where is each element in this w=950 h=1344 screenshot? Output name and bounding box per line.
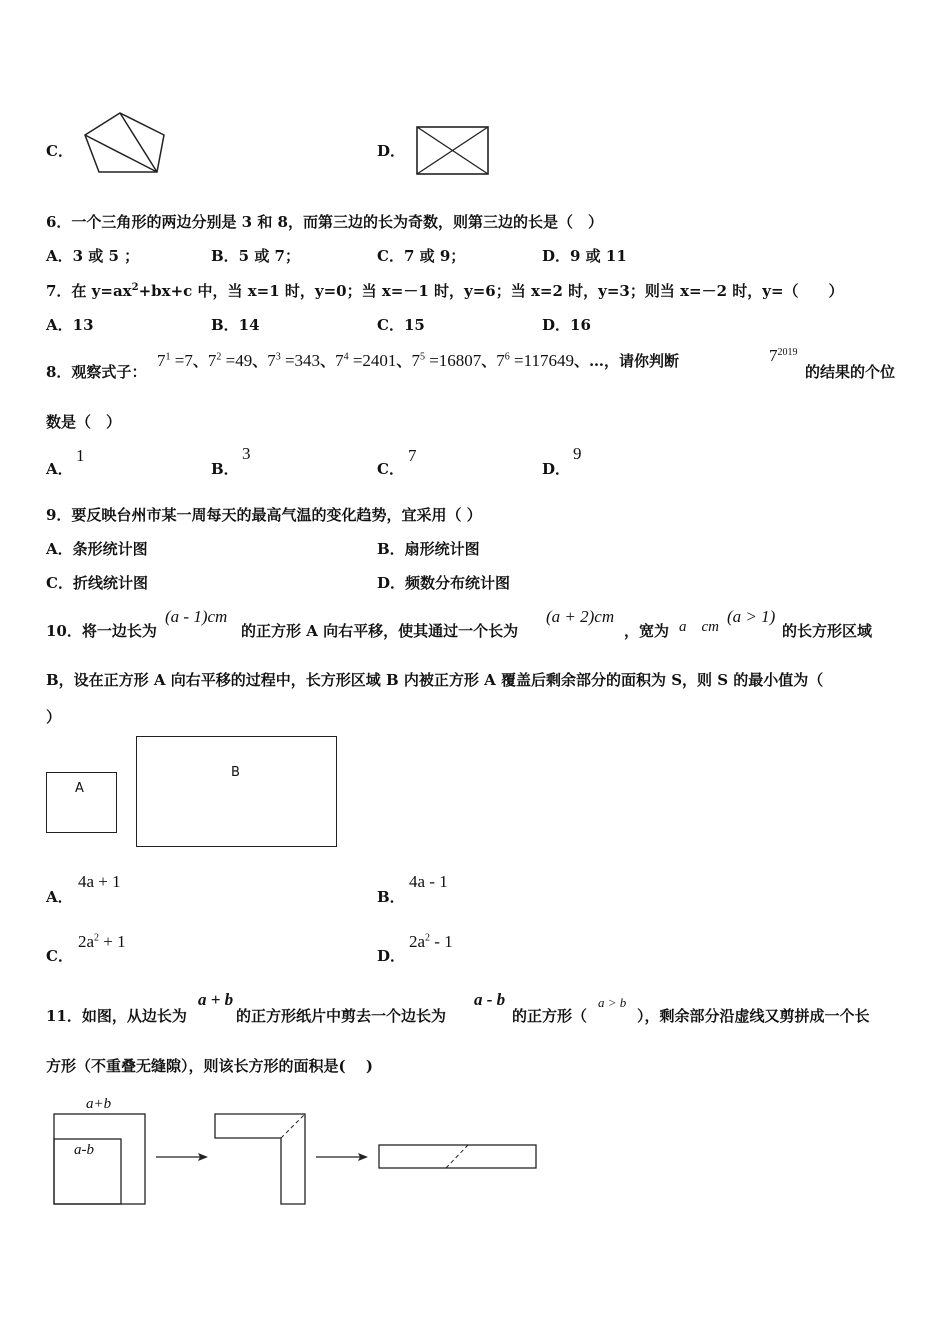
q8-option-a-label: A． [46, 460, 73, 478]
q9-stem: 9．要反映台州市某一周每天的最高气温的变化趋势，宜采用（ ） [46, 506, 482, 524]
q11-line2: 方形（不重叠无缝隙），则该长方形的面积是( ) [46, 1057, 373, 1075]
q5-option-c-label: C． [46, 142, 73, 160]
q9-option-d: D．频数分布统计图 [377, 574, 511, 592]
q7-option-b: B．14 [211, 316, 260, 334]
pentagon-figure [84, 112, 166, 174]
q7-option-a: A．13 [46, 316, 94, 334]
q8-target-power: $7^{2019}$ [769, 346, 798, 365]
q8-option-b-value: 3 [242, 444, 251, 463]
q11-text-2: 的正方形纸片中剪去一个边长为 [236, 1007, 447, 1025]
q11-figure [50, 1095, 550, 1210]
square-a [46, 772, 117, 833]
q10-line3: ） [46, 708, 62, 726]
q11-math-outer: a + b [198, 990, 234, 1009]
square-a-label: A [75, 781, 84, 796]
q10-option-a-label: A． [46, 888, 73, 906]
q10-text-4: 的长方形区域 [782, 622, 873, 640]
q8-line2: 数是（ ） [46, 413, 122, 431]
q8-option-d-label: D． [542, 460, 571, 478]
q11-outer-label: a+b [86, 1096, 112, 1112]
q8-option-b-label: B． [211, 460, 239, 478]
q10-option-c-value: $2a^2 + 1$ [78, 932, 126, 951]
q6-option-b: B．5 或 7； [211, 247, 300, 265]
q5-option-d-label: D． [377, 142, 406, 160]
rectangle-b-label: B [231, 765, 240, 780]
q8-option-c-label: C． [377, 460, 404, 478]
q7-stem: 7．在 $y=ax^2+bx+c$ 中，当 x=1 时，y=0；当 x=－1 时，y=6；当 x=2 时，y=3；则当 x=－2 时，y=（ ） [46, 282, 844, 300]
q9-option-b: B．扇形统计图 [377, 540, 480, 558]
q9-option-c: C．折线统计图 [46, 574, 148, 592]
q8-option-a-value: 1 [76, 446, 85, 465]
q10-math-length: (a + 2)cm [546, 607, 615, 626]
q11-math-condition: a > b [598, 995, 627, 1010]
q10-option-c-label: C． [46, 947, 73, 965]
q8-tail: 的结果的个位 [805, 363, 896, 381]
q8-power-sequence: $7^1 =7$、$7^2 =49$、$7^3 =343$、$7^4 =2401$、$7^5 =16807$、$7^6 =117649$、…，请你判断 [157, 351, 680, 370]
q11-text-3: 的正方形（ [512, 1007, 588, 1025]
rect-diagonals-figure [416, 126, 489, 175]
q10-text-1: 10．将一边长为 [46, 622, 157, 640]
q10-option-b-value: 4a - 1 [409, 872, 448, 891]
q8-lead: 8．观察式子： [46, 363, 147, 381]
q10-math-side: (a - 1)cm [165, 607, 228, 626]
q7-option-d: D．16 [542, 316, 591, 334]
q7-option-c: C．15 [377, 316, 425, 334]
q10-option-a-value: 4a + 1 [78, 872, 121, 891]
q10-math-width: a cm [679, 619, 719, 635]
q11-math-inner: a - b [474, 990, 506, 1009]
q6-stem: 6．一个三角形的两边分别是 3 和 8，而第三边的长为奇数，则第三边的长是（ ） [46, 213, 603, 231]
q11-text-1: 11．如图，从边长为 [46, 1007, 187, 1025]
q6-option-c: C．7 或 9； [377, 247, 466, 265]
q10-option-b-label: B． [377, 888, 405, 906]
q9-option-a: A．条形统计图 [46, 540, 148, 558]
q8-option-c-value: 7 [408, 446, 417, 465]
q10-text-2: 的正方形 A 向右平移，使其通过一个长为 [241, 622, 519, 640]
q11-inner-label: a-b [74, 1142, 94, 1158]
rectangle-b [136, 736, 337, 847]
q10-text-3: ，宽为 [624, 622, 670, 640]
q6-option-a: A．3 或 5 ； [46, 247, 140, 265]
q6-option-d: D．9 或 11 [542, 247, 627, 265]
q10-math-condition: (a > 1) [727, 607, 776, 626]
q11-text-4: ），剩余部分沿虚线又剪拼成一个长 [637, 1007, 870, 1025]
q8-option-d-value: 9 [573, 444, 582, 463]
q10-line2: B，设在正方形 A 向右平移的过程中，长方形区域 B 内被正方形 A 覆盖后剩余部分的面积为 S，则 S 的最小值为（ [46, 671, 824, 689]
q10-option-d-label: D． [377, 947, 406, 965]
q10-option-d-value: $2a^2 - 1$ [409, 932, 453, 951]
